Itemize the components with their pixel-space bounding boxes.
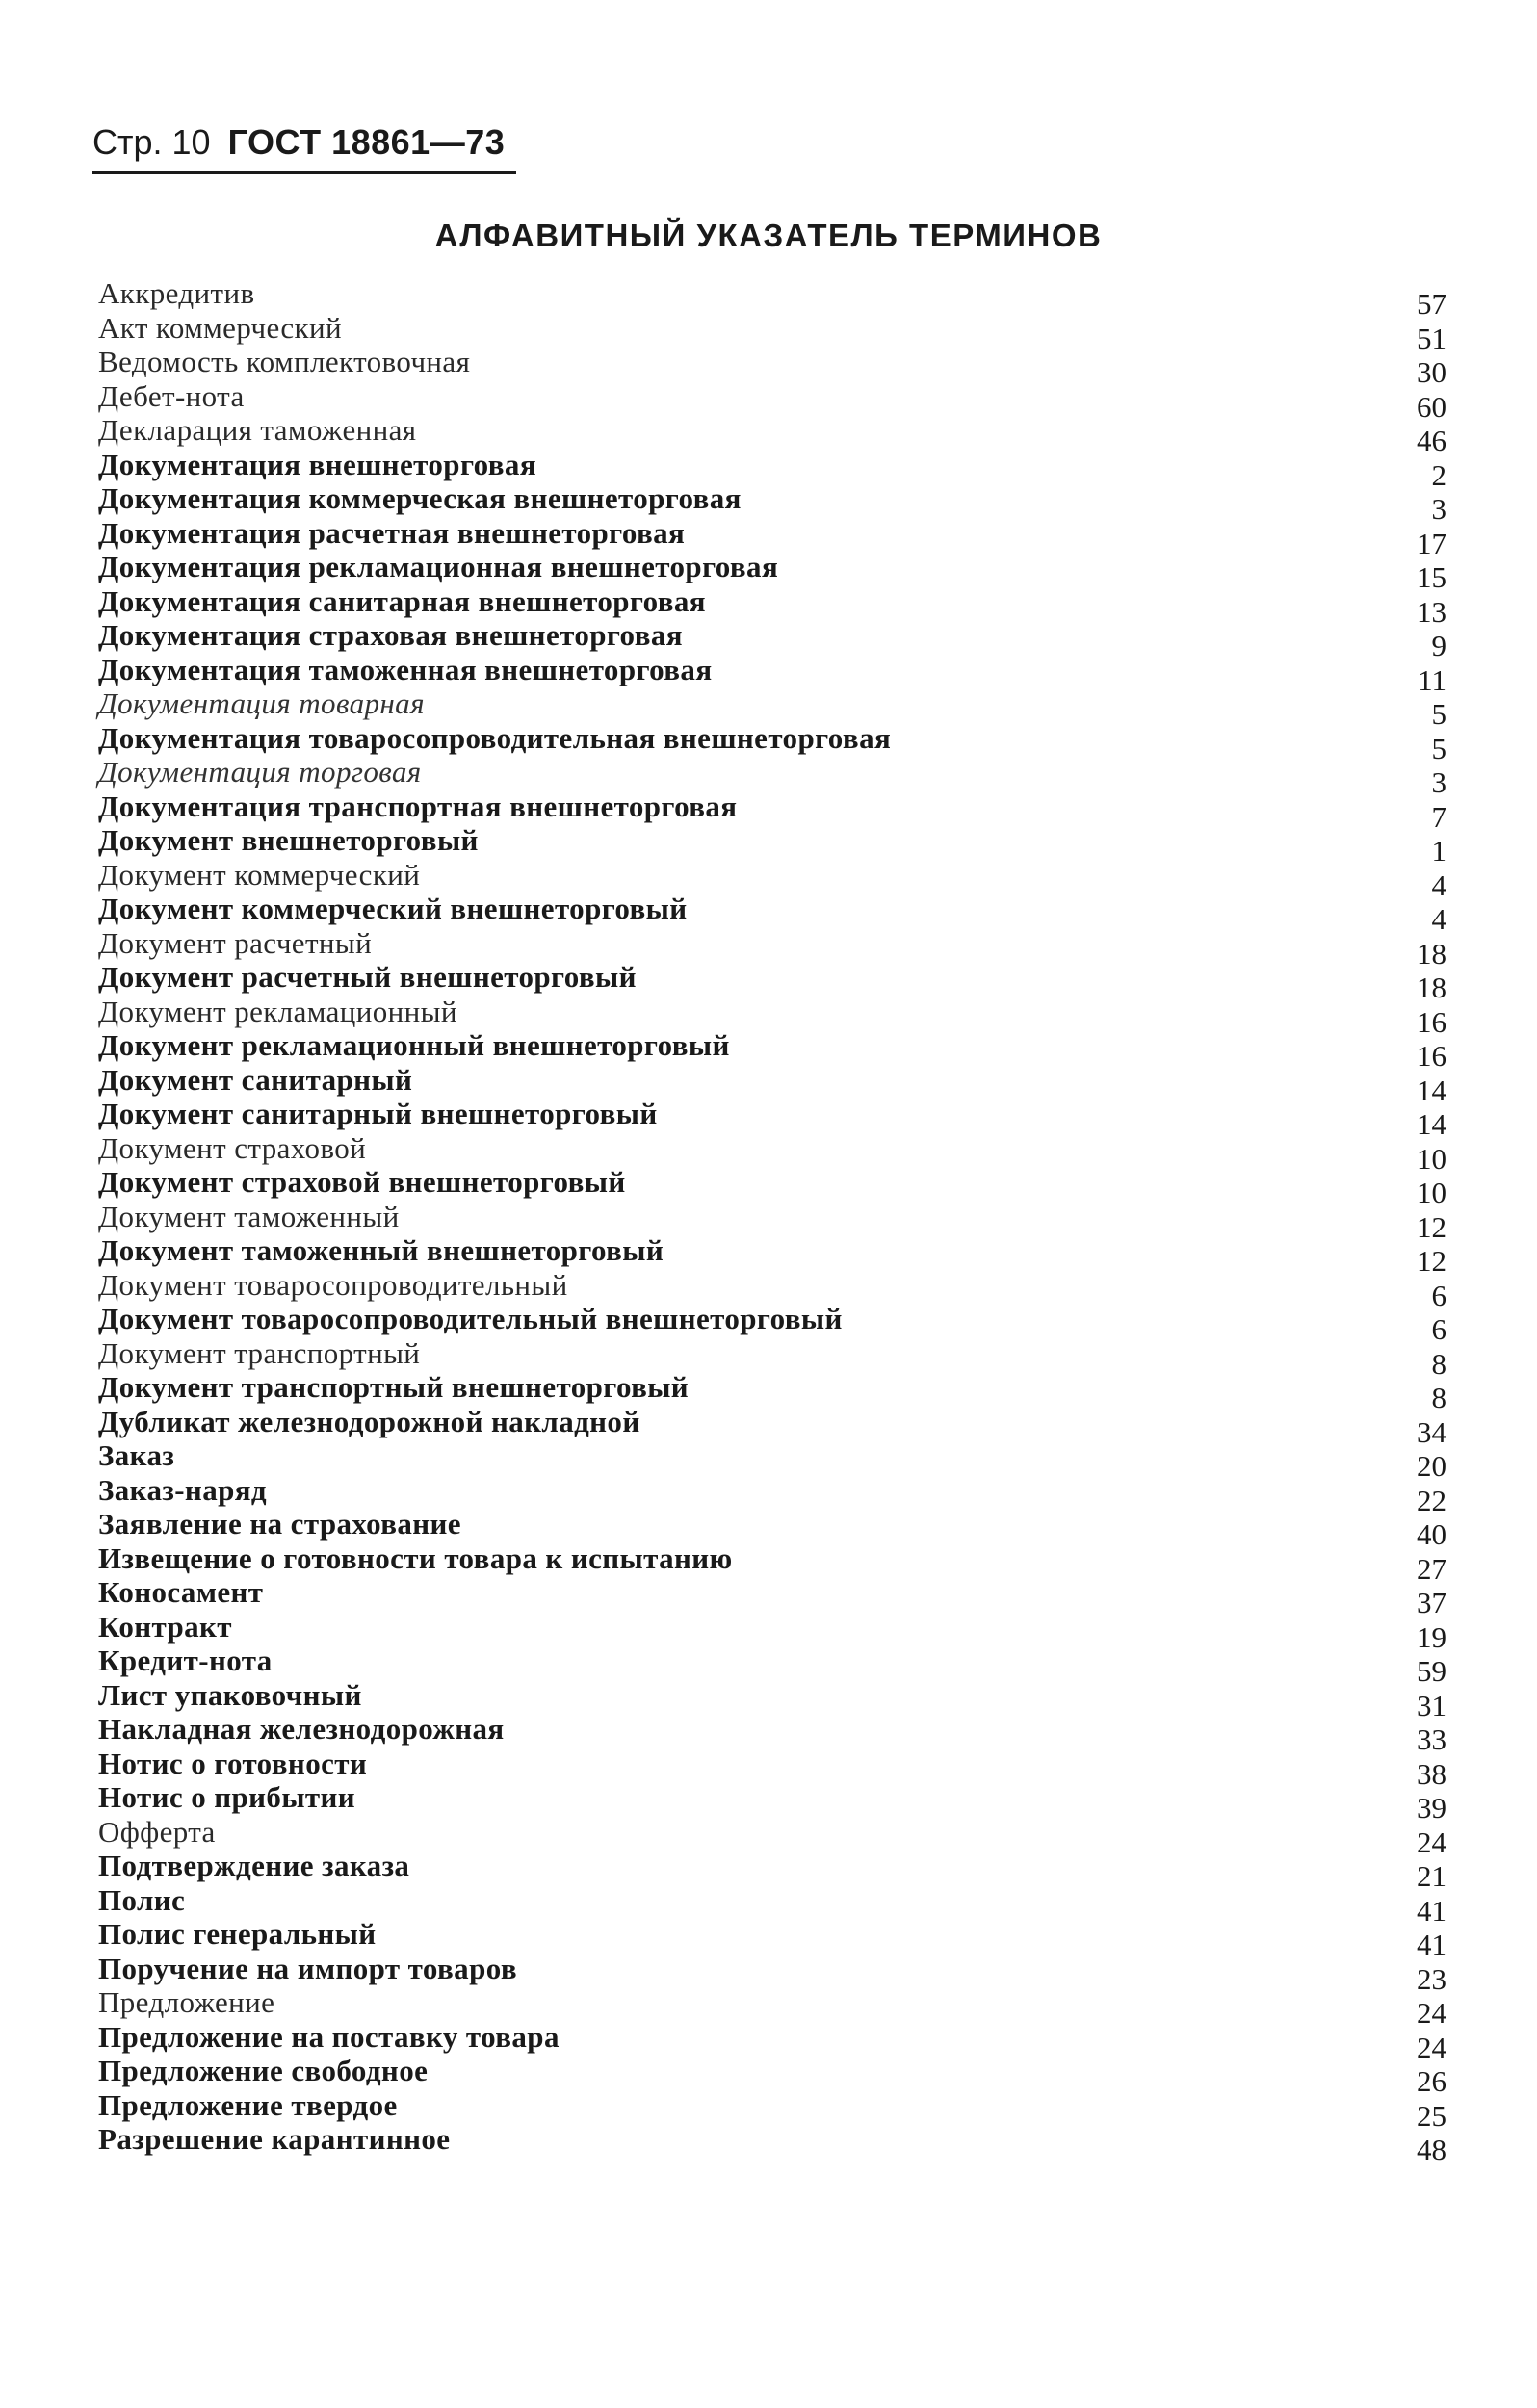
index-term: Документ внешнеторговый [98,823,479,857]
index-entry [98,2122,1446,2166]
index-term: Предложение твердое [98,2087,398,2122]
index-term-number: 5 [1431,697,1446,731]
index-term-number: 14 [1417,1107,1446,1141]
index-term: Нотис о готовности [98,1746,368,1780]
index-entry [98,1541,1446,1586]
index-term: Документ таможенный внешнеторговый [98,1233,664,1267]
index-term-number: 4 [1431,902,1446,936]
index-entry [98,1404,1446,1449]
index-term: Разрешение карантинное [98,2122,451,2156]
index-term-number: 25 [1417,2098,1446,2133]
index-term: Документ рекламационный [98,994,457,1028]
index-term-number: 20 [1417,1449,1446,1483]
index-term-number: 38 [1417,1756,1446,1791]
index-term-number: 18 [1417,936,1446,971]
index-term-number: 46 [1417,424,1446,457]
index-term-number: 17 [1417,526,1446,560]
index-term-number: 33 [1417,1722,1446,1756]
index-term: Документ коммерческий внешнеторговый [98,892,688,925]
index-term: Документ рекламационный внешнеторговый [98,1028,730,1062]
index-entry [98,2019,1446,2064]
index-term-number: 1 [1431,834,1446,867]
index-entry [98,960,1446,1004]
index-term: Дебет-нота [98,378,245,413]
index-term-number: 60 [1417,389,1446,424]
index-term: Накладная железнодорожная [98,1712,505,1746]
index-term: Документ товаросопроводительный [98,1267,568,1302]
index-term-number: 9 [1431,629,1446,662]
index-entry [98,755,1446,799]
index-entry [98,1370,1446,1414]
header-underline [92,171,516,174]
index-term-number: 4 [1431,867,1446,902]
index-term: Документация товаросопроводительная внешнеторговая [98,720,892,755]
index-term: Документация коммерческая внешнеторговая [98,481,742,515]
index-term: Акт коммерческий [98,310,342,345]
index-term: Документ транспортный внешнеторговый [98,1370,690,1404]
index-term: Документ расчетный [98,925,373,960]
index-entry [98,789,1446,834]
index-term-number: 10 [1417,1141,1446,1176]
index-term-number: 41 [1417,1893,1446,1928]
index-entry [98,550,1446,594]
index-entry [98,413,1446,457]
index-term-number: 15 [1417,560,1446,594]
index-term: Документация внешнеторговая [98,447,536,481]
index-term-number: 19 [1417,1619,1446,1654]
index-term: Документ товаросопроводительный внешнеторговый [98,1302,843,1335]
index-entry [98,857,1446,902]
index-term-number: 8 [1431,1346,1446,1381]
index-term: Ведомость комплектовочная [98,345,471,378]
index-entry [98,2054,1446,2098]
index-term: Дубликат железнодорожной накладной [98,1404,640,1438]
index-term-number: 3 [1431,765,1446,799]
index-term-number: 26 [1417,2064,1446,2098]
index-term-number: 41 [1417,1928,1446,1961]
index-entry [98,1335,1446,1381]
index-term: Аккредитив [98,276,255,310]
index-entry [98,1267,1446,1312]
index-entry [98,1199,1446,1244]
index-term: Документация товарная [98,686,425,720]
index-entry [98,1575,1446,1619]
index-entry [98,1028,1446,1073]
index-term: Кредит-нота [98,1644,273,1677]
standard-number: ГОСТ 18861—73 [227,122,506,162]
index-entry [98,1097,1446,1141]
index-term: Заявление на страхование [98,1507,461,1541]
index-entry [98,481,1446,526]
index-term: Документ санитарный [98,1062,413,1097]
index-term: Предложение на поставку товара [98,2019,560,2054]
index-term-number: 7 [1431,799,1446,834]
index-term-number: 11 [1418,662,1446,697]
index-term: Документация страховая внешнеторговая [98,618,683,652]
index-term-number: 51 [1417,321,1446,355]
index-entry [98,583,1446,629]
index-term: Предложение свободное [98,2054,429,2087]
index-term-number: 6 [1431,1278,1446,1312]
index-term: Поручение на импорт товаров [98,1951,517,1985]
index-entry [98,892,1446,936]
index-term-number: 18 [1417,971,1446,1004]
index-term: Документация торговая [98,755,422,789]
index-entry [98,1882,1446,1928]
index-entry [98,1130,1446,1176]
index-term: Коносамент [98,1575,264,1609]
index-entry [98,1849,1446,1893]
index-term: Документ страховой [98,1130,367,1165]
index-term: Документ таможенный [98,1199,400,1233]
index-term-number: 39 [1417,1791,1446,1825]
index-entry [98,1951,1446,1996]
index-term-number: 34 [1417,1414,1446,1449]
index-term: Документ расчетный внешнеторговый [98,960,637,994]
index-entry [98,1712,1446,1756]
index-entry [98,515,1446,560]
index-term-number: 12 [1417,1244,1446,1278]
index-term: Документация санитарная внешнеторговая [98,583,706,618]
index-term-number: 5 [1431,731,1446,765]
index-term-number: 16 [1417,1004,1446,1039]
index-term-number: 57 [1417,287,1446,321]
index-term: Документация расчетная внешнеторговая [98,515,686,550]
index-entry [98,276,1446,321]
index-entry [98,1472,1446,1517]
index-term: Документация транспортная внешнеторговая [98,789,738,823]
index-entry [98,378,1446,424]
index-term-number: 21 [1417,1859,1446,1893]
index-term-number: 13 [1417,594,1446,629]
index-term-number: 40 [1417,1517,1446,1551]
index-term-number: 6 [1431,1312,1446,1346]
index-term-number: 16 [1417,1039,1446,1073]
index-entry [98,2087,1446,2133]
index-title: АЛФАВИТНЫЙ УКАЗАТЕЛЬ ТЕРМИНОВ [434,218,1103,253]
term-index-list [98,276,1446,2166]
index-entry [98,1507,1446,1551]
index-term: Полис [98,1882,186,1917]
index-entry [98,1814,1446,1859]
index-term: Лист упаковочный [98,1677,362,1712]
index-term-number: 8 [1431,1381,1446,1414]
index-term-number: 37 [1417,1586,1446,1619]
index-term: Нотис о прибытии [98,1780,356,1814]
index-entry [98,1609,1446,1654]
index-entry [98,1677,1446,1722]
index-term: Документ коммерческий [98,857,421,892]
index-term: Предложение [98,1985,275,2019]
index-term: Извещение о готовности товара к испытанию [98,1541,733,1575]
index-term-number: 3 [1431,492,1446,526]
index-term-number: 12 [1417,1209,1446,1244]
index-term-number: 14 [1417,1073,1446,1107]
index-term: Документ страховой внешнеторговый [98,1165,626,1199]
index-term-number: 48 [1417,2133,1446,2166]
index-term: Заказ-наряд [98,1472,267,1507]
index-term-number: 2 [1431,457,1446,492]
index-term: Документация рекламационная внешнеторговая [98,550,779,583]
index-term-number: 30 [1417,355,1446,389]
index-entry [98,686,1446,731]
index-term: Декларация таможенная [98,413,417,447]
index-entry [98,1438,1446,1483]
index-term-number: 59 [1417,1654,1446,1688]
index-term-number: 23 [1417,1961,1446,1996]
index-entry [98,652,1446,697]
index-term-number: 27 [1417,1551,1446,1586]
index-entry [98,1302,1446,1346]
index-term: Контракт [98,1609,232,1644]
index-entry [98,310,1446,355]
index-entry [98,1917,1446,1961]
index-term-number: 24 [1417,1996,1446,2030]
index-entry [98,720,1446,765]
index-term: Документ транспортный [98,1335,421,1370]
index-entry [98,823,1446,867]
index-entry [98,447,1446,492]
index-term-number: 31 [1417,1688,1446,1722]
index-term: Документ санитарный внешнеторговый [98,1097,658,1130]
index-entry [98,1165,1446,1209]
index-term: Заказ [98,1438,175,1472]
index-entry [98,1233,1446,1278]
index-entry [98,1644,1446,1688]
index-term: Документация таможенная внешнеторговая [98,652,713,686]
index-term-number: 24 [1417,2030,1446,2064]
index-term: Полис генеральный [98,1917,377,1951]
index-entry [98,1062,1446,1107]
index-entry [98,1985,1446,2030]
index-term-number: 10 [1417,1176,1446,1209]
index-term-number: 22 [1417,1483,1446,1517]
page-number: Стр. 10 [92,122,211,162]
index-term: Подтверждение заказа [98,1849,410,1882]
index-entry [98,618,1446,662]
index-entry [98,1746,1446,1791]
index-entry [98,994,1446,1039]
index-term: Офферта [98,1814,216,1849]
index-term-number: 24 [1417,1825,1446,1859]
index-entry [98,1780,1446,1825]
index-entry [98,925,1446,971]
index-entry [98,345,1446,389]
